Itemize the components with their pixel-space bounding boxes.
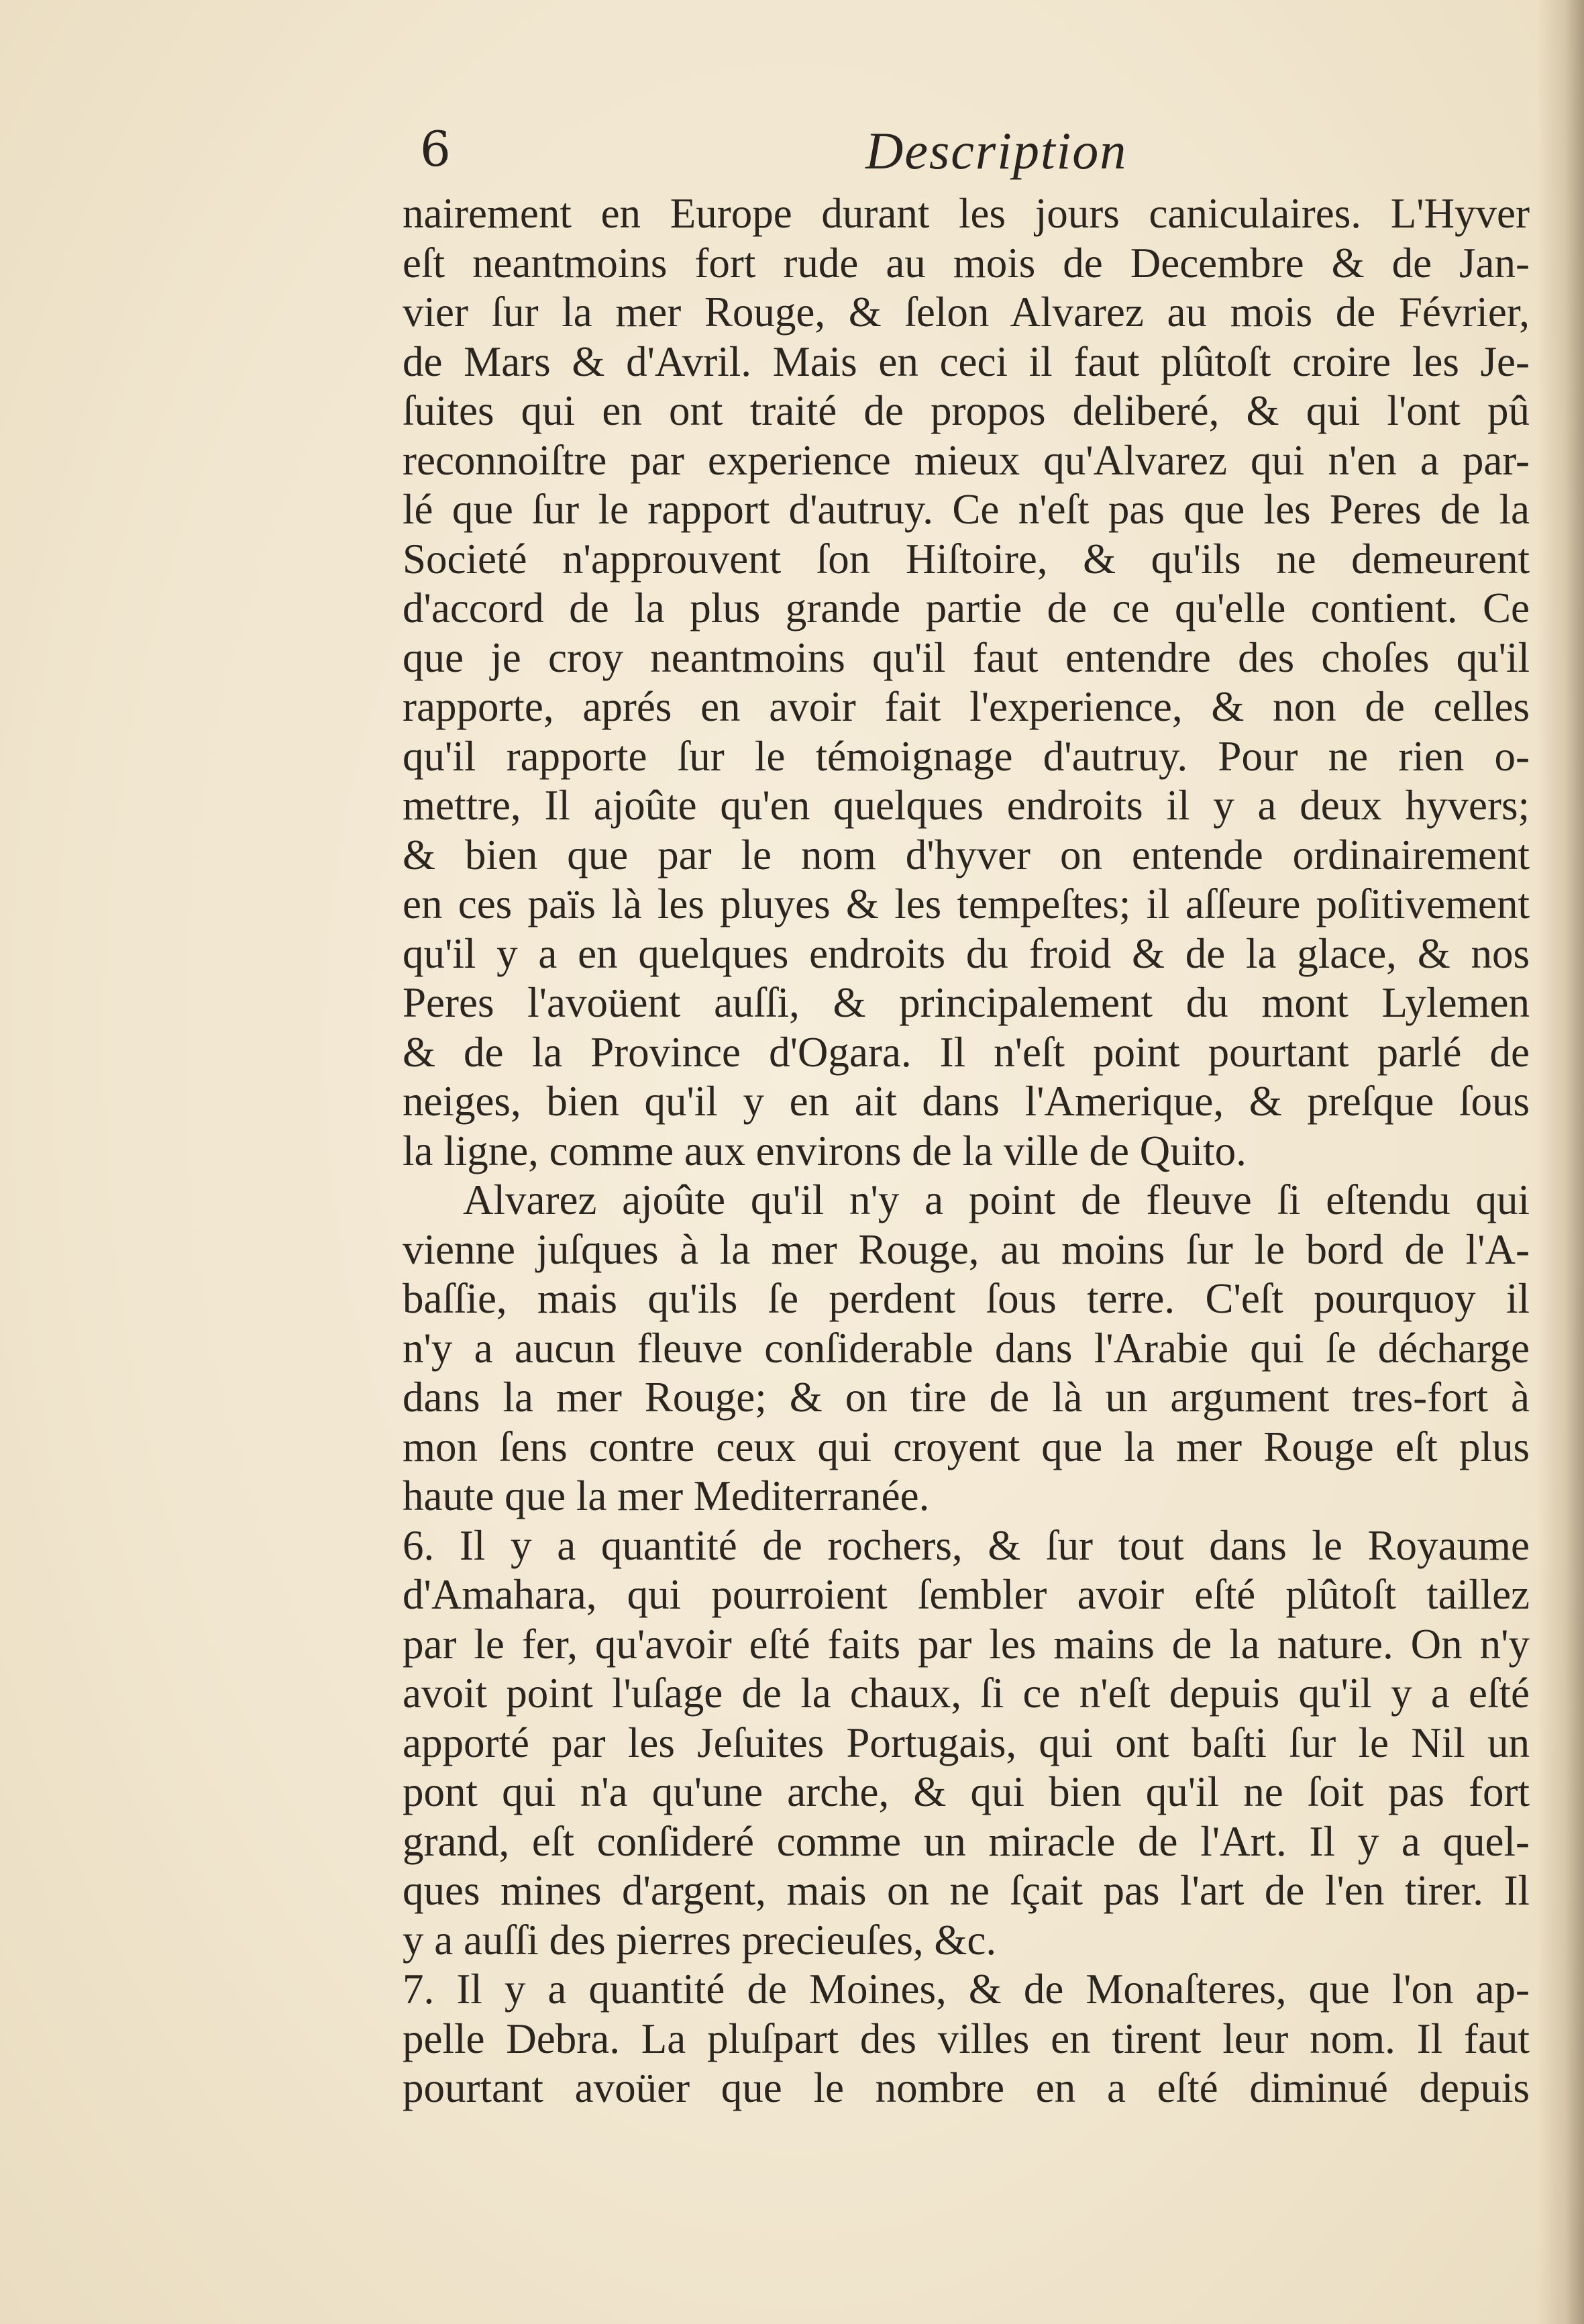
text-line: rapporte, aprés en avoir fait l'experience, & non de celles <box>403 683 1530 730</box>
text-line: & bien que par le nom d'hyver on entende ordinairement <box>403 831 1530 878</box>
text-line: d'accord de la plus grande partie de ce qu'elle contient. Ce <box>403 585 1530 631</box>
text-line: Alvarez ajoûte qu'il n'y a point de fleuve ſi eſtendu qui <box>463 1176 1530 1223</box>
text-line: reconnoiſtre par experience mieux qu'Alvarez qui n'en a par- <box>403 436 1530 484</box>
text-line: eſt neantmoins fort rude au mois de Decembre & de Jan- <box>403 239 1530 287</box>
text-line: lé que ſur le rapport d'autruy. Ce n'eſt pas que les Peres de la <box>403 486 1530 533</box>
text-line: vier ſur la mer Rouge, & ſelon Alvarez au mois de Février, <box>403 289 1530 336</box>
text-line: 7. Il y a quantité de Moines, & de Monaſteres, que l'on ap- <box>403 1966 1530 2013</box>
text-line: par le fer, qu'avoir eſté faits par les mains de la nature. On n'y <box>403 1620 1530 1668</box>
text-line: pourtant avoüer que le nombre en a eſté diminué depuis <box>403 2064 1530 2111</box>
text-line: pelle Debra. La pluſpart des villes en tirent leur nom. Il faut <box>403 2015 1530 2062</box>
text-line: Societé n'approuvent ſon Hiſtoire, & qu'ils ne demeurent <box>403 535 1530 583</box>
text-line: neiges, bien qu'il y en ait dans l'Amerique, & preſque ſous <box>403 1078 1530 1125</box>
text-line: n'y a aucun fleuve conſiderable dans l'Arabie qui ſe décharge <box>403 1324 1530 1372</box>
text-line: pont qui n'a qu'une arche, & qui bien qu'il ne ſoit pas fort <box>403 1768 1530 1815</box>
text-line: qu'il y a en quelques endroits du froid & de la glace, & nos <box>403 929 1530 977</box>
text-line: grand, eſt conſideré comme un miracle de l'Art. Il y a quel- <box>403 1817 1530 1865</box>
text-line: Peres l'avoüent auſſi, & principalement du mont Lylemen <box>403 979 1530 1026</box>
page-gutter-shadow <box>1537 0 1584 2324</box>
text-line: la ligne, comme aux environs de la ville de Quito. <box>403 1127 1247 1174</box>
text-line: haute que la mer Mediterranée. <box>403 1472 930 1519</box>
text-line: baſſie, mais qu'ils ſe perdent ſous terre. C'eſt pourquoy il <box>403 1275 1530 1322</box>
text-line: y a auſſi des pierres precieuſes, &c. <box>403 1916 997 1964</box>
text-line: avoit point l'uſage de la chaux, ſi ce n'eſt depuis qu'il y a eſté <box>403 1670 1530 1717</box>
text-line: & de la Province d'Ogara. Il n'eſt point pourtant parlé de <box>403 1028 1530 1076</box>
text-line: apporté par les Jeſuites Portugais, qui ont baſti ſur le Nil un <box>403 1719 1530 1766</box>
page-number: 6 <box>420 121 451 177</box>
text-line: en ces païs là les pluyes & les tempeſtes; il aſſeure poſitivement <box>403 880 1530 927</box>
text-line: que je croy neantmoins qu'il faut entendre des choſes qu'il <box>403 634 1530 681</box>
text-line: mettre, Il ajoûte qu'en quelques endroits il y a deux hyvers; <box>403 782 1530 829</box>
body-text <box>403 189 1530 2113</box>
text-line: nairement en Europe durant les jours caniculaires. L'Hyver <box>403 190 1530 237</box>
text-line: ſuites qui en ont traité de propos deliberé, & qui l'ont pû <box>403 387 1530 434</box>
page-header <box>403 121 1543 195</box>
text-line: mon ſens contre ceux qui croyent que la mer Rouge eſt plus <box>403 1423 1530 1470</box>
text-line: vienne juſques à la mer Rouge, au moins ſur le bord de l'A- <box>403 1225 1530 1273</box>
running-title: Description <box>865 121 1128 180</box>
text-line: d'Amahara, qui pourroient ſembler avoir eſté plûtoſt taillez <box>403 1571 1530 1618</box>
text-line: qu'il rapporte ſur le témoignage d'autruy. Pour ne rien o- <box>403 732 1530 780</box>
text-line: 6. Il y a quantité de rochers, & ſur tout dans le Royaume <box>403 1521 1530 1569</box>
text-line: de Mars & d'Avril. Mais en ceci il faut plûtoſt croire les Je- <box>403 338 1530 385</box>
text-line: ques mines d'argent, mais on ne ſçait pas l'art de l'en tirer. Il <box>403 1867 1530 1914</box>
text-line: dans la mer Rouge; & on tire de là un argument tres-fort à <box>403 1374 1530 1421</box>
